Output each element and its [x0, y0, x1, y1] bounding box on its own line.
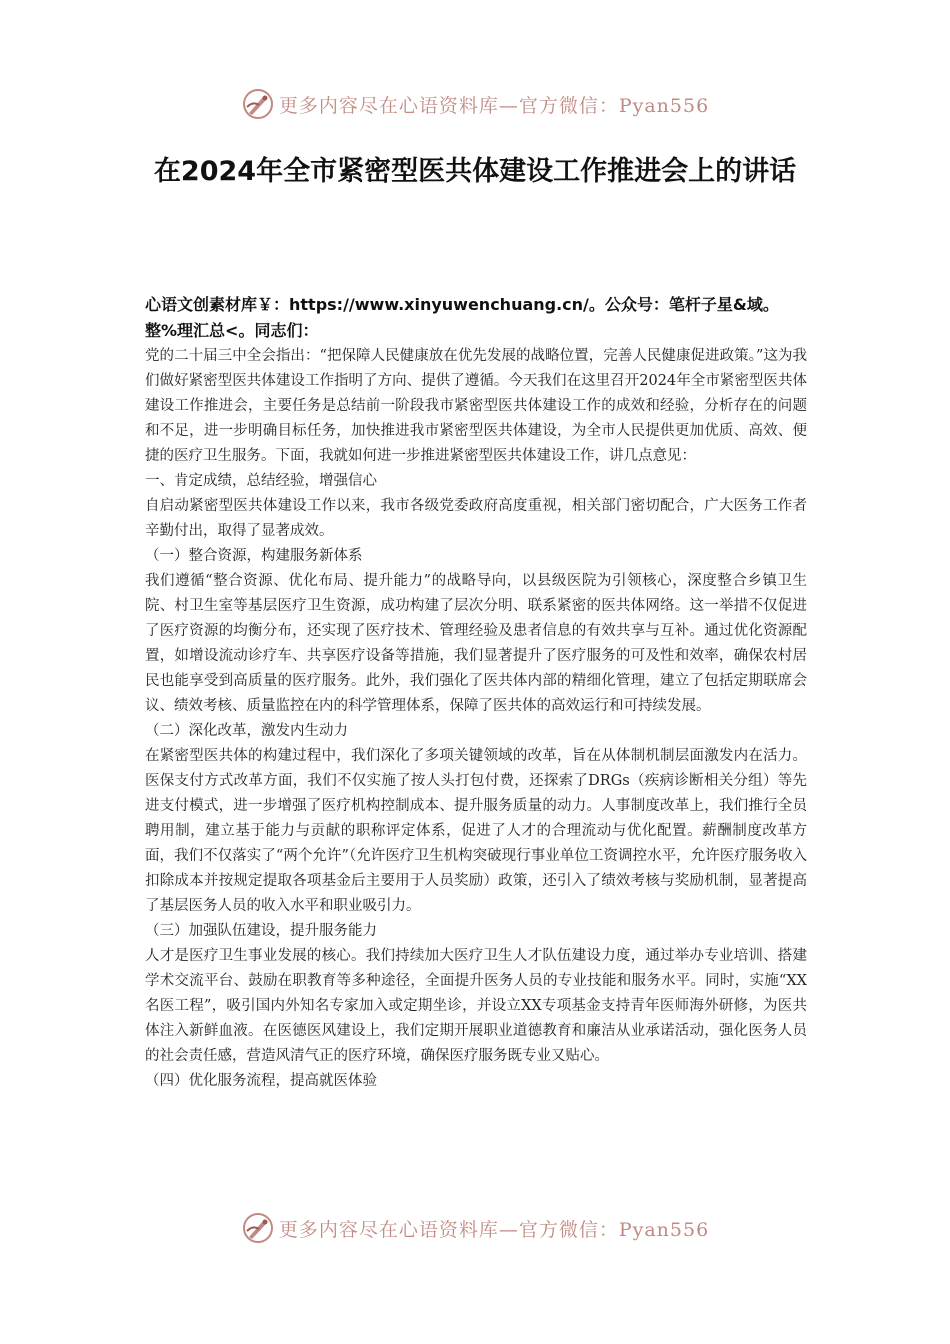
watermark-banner-bottom — [0, 1208, 950, 1248]
hand-pen-logo-icon — [241, 87, 275, 121]
subsection-heading: （三）加强队伍建设，提升服务能力 — [145, 923, 377, 939]
paragraph: 自启动紧密型医共体建设工作以来，我市各级党委政府高度重视，相关部门密切配合，广大医务工作者辛勤付出，取得了显著成效。 — [145, 498, 807, 539]
watermark-text-top: 更多内容尽在心语资料库—官方微信：Pyan556 — [278, 94, 710, 117]
paragraph: 在紧密型医共体的构建过程中，我们深化了多项关键领域的改革，旨在从体制机制层面激发内在活力。医保支付方式改革方面，我们不仅实施了按人头打包付费，还探索了DRGs（疾病诊断相关分组）等先进支付模式，进一步增强了医疗机构控制成本、提升服务质量的动力。人事制度改革上，我们推行全员聘用制，建立基于能力与贡献的职称评定体系，促进了人才的合理流动与优化配置。薪酬制度改革方面，我们不仅落实了“两个允许”（允许医疗卫生机构突破现行事业单位工资调控水平，允许医疗服务收入扣除成本并按规定提取各项基金后主要用于人员奖励）政策，还引入了绩效考核与奖励机制，显著提高了基层医务人员的收入水平和职业吸引力。 — [145, 748, 807, 914]
paragraph: 我们遵循“整合资源、优化布局、提升能力”的战略导向，以县级医院为引领核心，深度整合乡镇卫生院、村卫生室等基层医疗卫生资源，成功构建了层次分明、联系紧密的医共体网络。这一举措不仅促进了医疗资源的均衡分布，还实现了医疗技术、管理经验及患者信息的有效共享与互补。通过优化资源配置，如增设流动诊疗车、共享医疗设备等措施，我们显著提升了医疗服务的可及性和效率，确保农村居民也能享受到高质量的医疗服务。此外，我们强化了医共体内部的精细化管理，建立了包括定期联席会议、绩效考核、质量监控在内的科学管理体系，保障了医共体的高效运行和可持续发展。 — [145, 573, 807, 714]
subsection-heading: （一）整合资源，构建服务新体系 — [145, 548, 363, 564]
section-heading: 一、肯定成绩，总结经验，增强信心 — [145, 473, 377, 489]
watermark-text-bottom: 更多内容尽在心语资料库—官方微信：Pyan556 — [278, 1218, 710, 1241]
document-body — [145, 344, 807, 1094]
watermark-banner-top — [0, 84, 950, 124]
document-title: 在2024年全市紧密型医共体建设工作推进会上的讲话 — [153, 156, 797, 187]
paragraph: 人才是医疗卫生事业发展的核心。我们持续加大医疗卫生人才队伍建设力度，通过举办专业培训、搭建学术交流平台、鼓励在职教育等多种途径，全面提升医务人员的专业技能和服务水平。同时，实施“XX名医工程”，吸引国内外知名专家加入或定期坐诊，并设立XX专项基金支持青年医师海外研修，为医共体注入新鲜血液。在医德医风建设上，我们定期开展职业道德教育和廉洁从业承诺活动，强化医务人员的社会责任感，营造风清气正的医疗环境，确保医疗服务既专业又贴心。 — [145, 948, 807, 1064]
subsection-heading: （二）深化改革，激发内生动力 — [145, 723, 348, 739]
paragraph: 党的二十届三中全会指出：“把保障人民健康放在优先发展的战略位置，完善人民健康促进政策。”这为我们做好紧密型医共体建设工作指明了方向、提供了遵循。今天我们在这里召开2024年全市紧密型医共体建设工作推进会，主要任务是总结前一阶段我市紧密型医共体建设工作的成效和经验，分析存在的问题和不足，进一步明确目标任务，加快推进我市紧密型医共体建设，为全市人民提供更加优质、高效、便捷的医疗卫生服务。下面，我就如何进一步推进紧密型医共体建设工作，讲几点意见： — [145, 348, 807, 464]
subsection-heading: （四）优化服务流程，提高就医体验 — [145, 1073, 377, 1089]
intro-line: 心语文创素材库￥：https://www.xinyuwenchuang.cn/。公众号：笔杆子星&域。整%理汇总<。同志们： — [145, 295, 779, 340]
hand-pen-logo-icon — [241, 1211, 275, 1245]
